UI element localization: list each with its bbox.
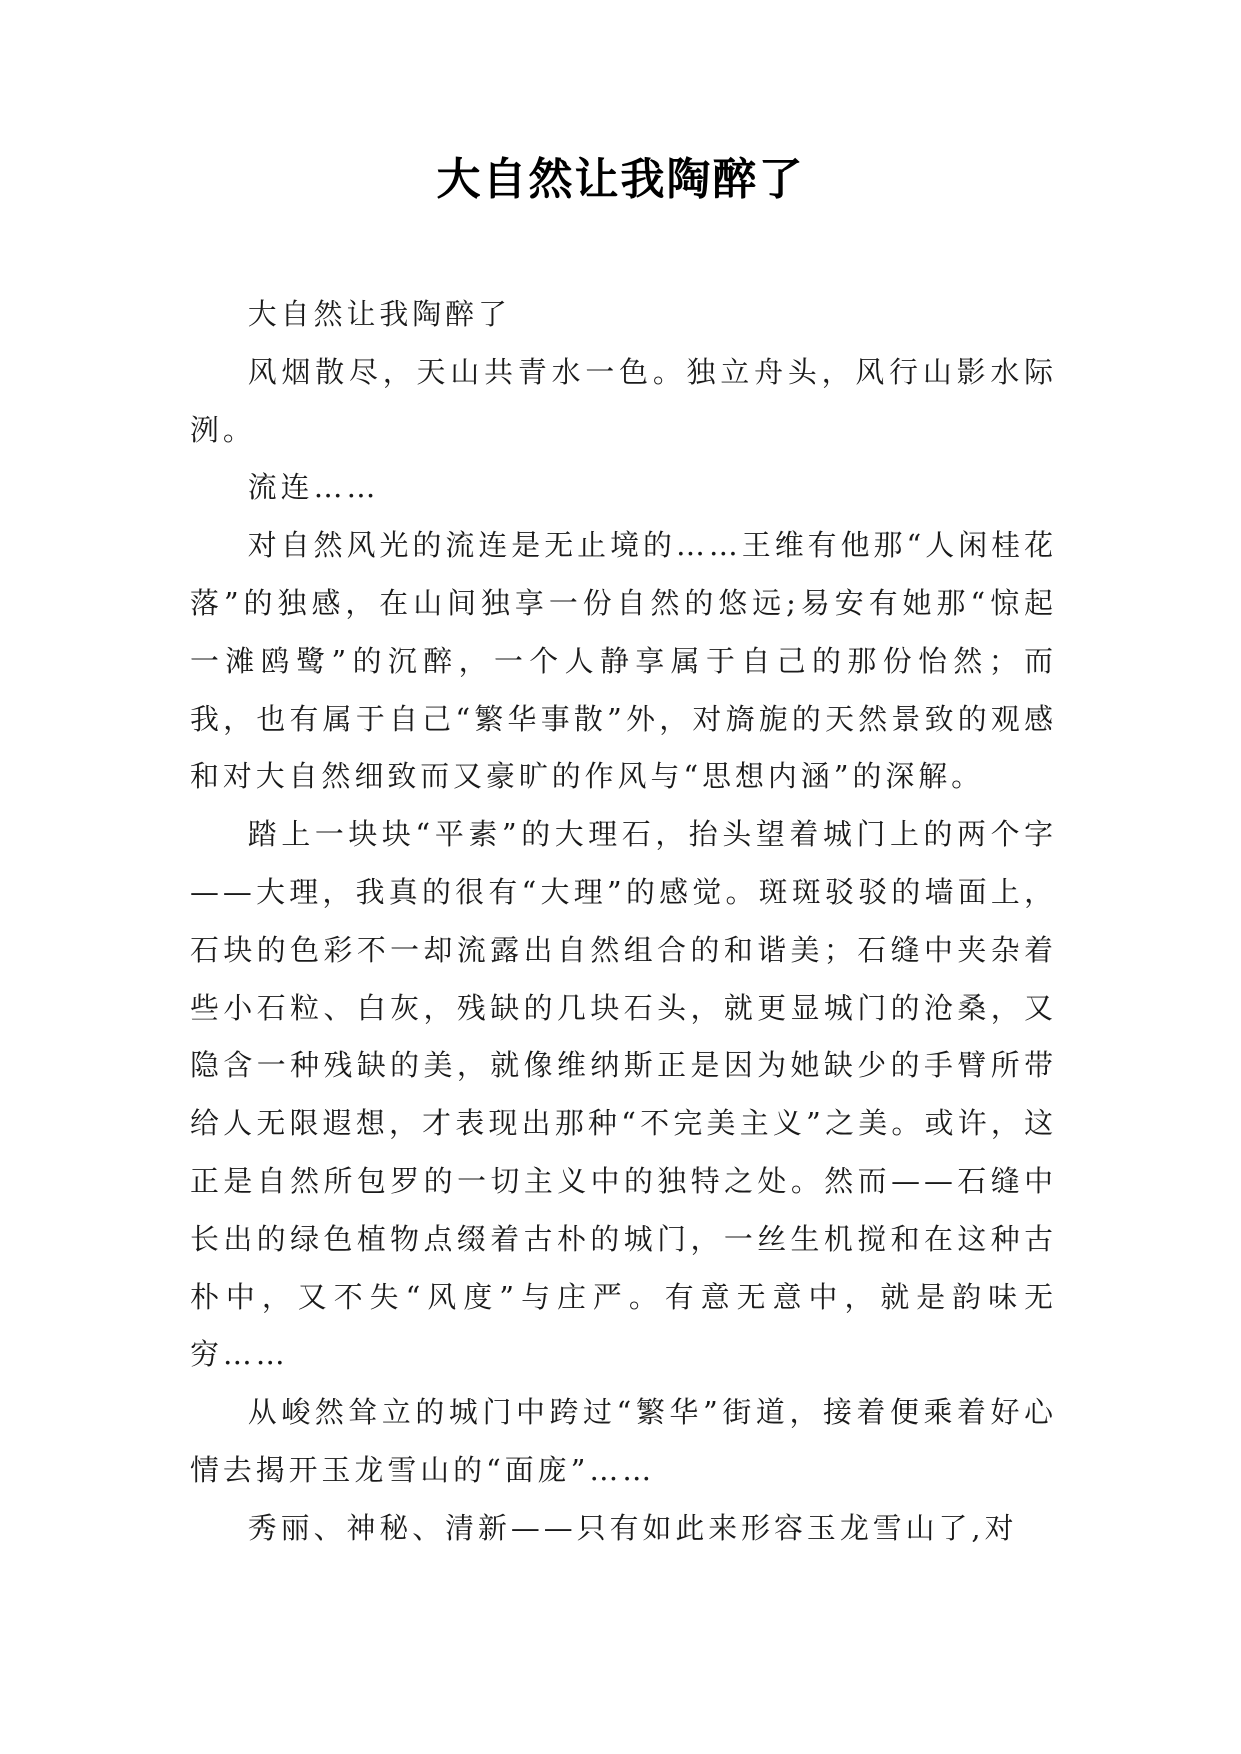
document-title: 大自然让我陶醉了	[436, 154, 805, 205]
document-body	[190, 286, 1057, 1558]
paragraph: 秀丽、神秘、清新——只有如此来形容玉龙雪山了,对	[247, 1510, 1018, 1545]
paragraph: 对自然风光的流连是无止境的……王维有他那“人闲桂花落”的独感，在山间独享一份自然的悠远;易安有她那“惊起一滩鸥鹭”的沉醉，一个人静享属于自己的那份怡然；而我，也有属于自己“繁华事散”外，对旖旎的天然景致的观感和对大自然细致而又豪旷的作风与“思想内涵”的深解。	[190, 528, 1057, 794]
paragraph: 踏上一块块“平素”的大理石，抬头望着城门上的两个字——大理，我真的很有“大理”的感觉。斑斑驳驳的墙面上，石块的色彩不一却流露出自然组合的和谐美；石缝中夹杂着些小石粒、白灰，残缺的几块石头，就更显城门的沧桑，又隐含一种残缺的美，就像维纳斯正是因为她缺少的手臂所带给人无限遐想，才表现出那种“不完美主义”之美。或许，这正是自然所包罗的一切主义中的独特之处。然而——石缝中长出的绿色植物点缀着古朴的城门，一丝生机搅和在这种古朴中，又不失“风度”与庄严。有意无意中，就是韵味无穷……	[190, 817, 1057, 1372]
paragraph: 从峻然耸立的城门中跨过“繁华”街道，接着便乘着好心情去揭开玉龙雪山的“面庞”……	[190, 1395, 1057, 1487]
paragraph: 风烟散尽，天山共青水一色。独立舟头，风行山影水际洌。	[190, 354, 1057, 447]
paragraph: 流连……	[247, 470, 380, 505]
paragraph: 大自然让我陶醉了	[247, 297, 511, 331]
